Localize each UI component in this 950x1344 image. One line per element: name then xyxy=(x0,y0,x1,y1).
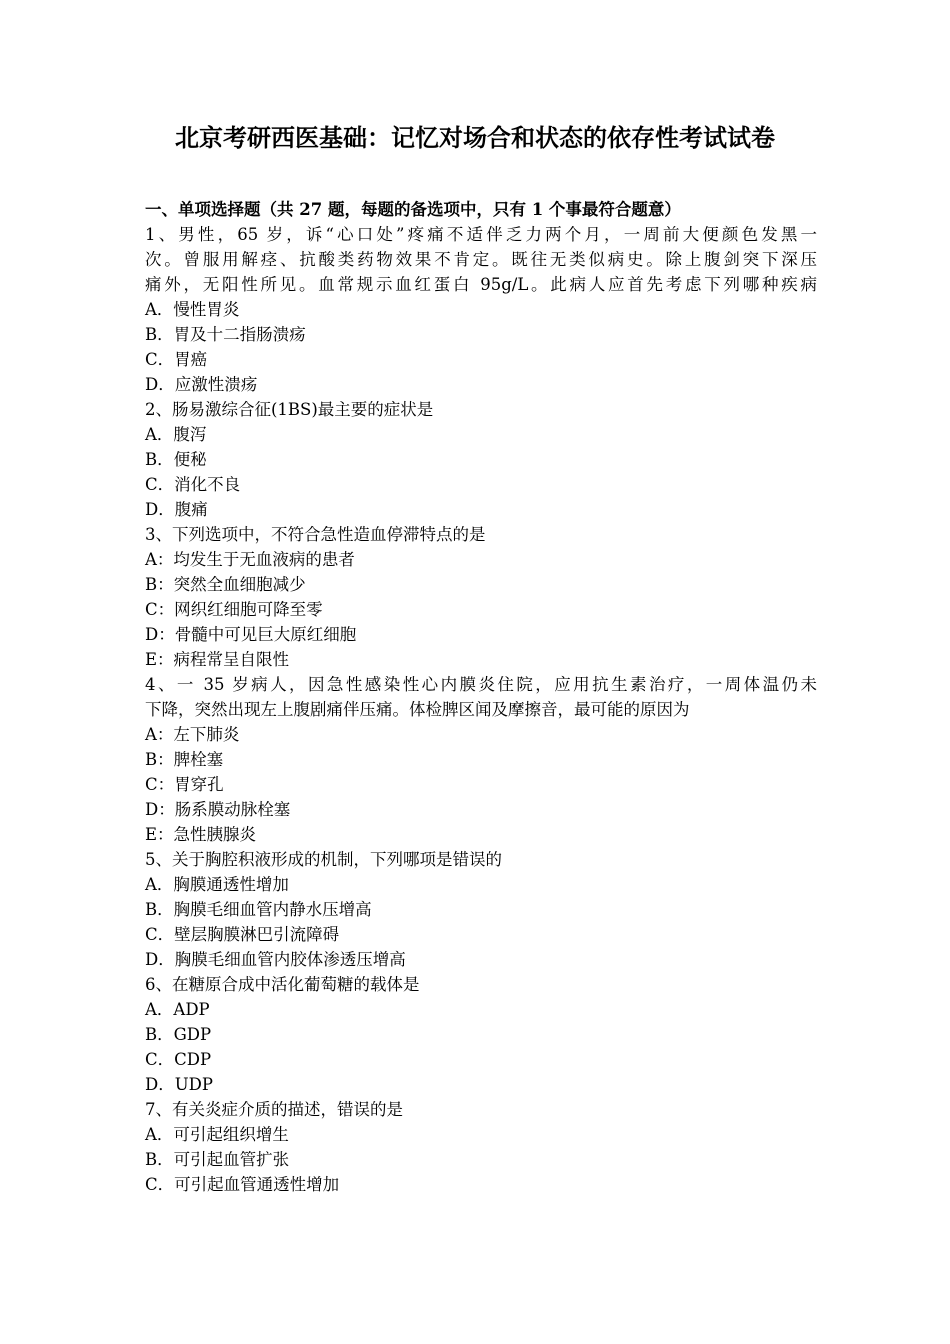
question-5-option-c: C．壁层胸膜淋巴引流障碍 xyxy=(145,925,340,944)
question-6-option-a: A．ADP xyxy=(145,1000,210,1019)
question-6-option-c: C．CDP xyxy=(145,1050,212,1069)
question-6-option-d: D．UDP xyxy=(145,1075,213,1094)
question-1-line-1: 1、男性，65 岁，诉“心口处”疼痛不适伴乏力两个月，一周前大便颜色发黑一 xyxy=(145,225,817,244)
question-7-option-c: C．可引起血管通透性增加 xyxy=(145,1175,340,1194)
question-2-stem: 2、肠易激综合征(1BS)最主要的症状是 xyxy=(145,400,434,419)
question-1-line-2: 次。曾服用解痉、抗酸类药物效果不肯定。既往无类似病史。除上腹剑突下深压 xyxy=(145,250,817,269)
question-3-stem: 3、下列选项中，不符合急性造血停滞特点的是 xyxy=(145,525,486,544)
question-4-option-b: B：脾栓塞 xyxy=(145,750,224,769)
question-1-option-a: A．慢性胃炎 xyxy=(145,300,240,319)
question-5-option-d: D．胸膜毛细血管内胶体渗透压增高 xyxy=(145,950,406,969)
question-4-option-d: D：肠系膜动脉栓塞 xyxy=(145,800,291,819)
document-body xyxy=(145,197,817,1197)
question-2-option-c: C．消化不良 xyxy=(145,475,241,494)
document-title: 北京考研西医基础：记忆对场合和状态的依存性考试试卷 xyxy=(175,123,775,152)
question-2-option-a: A．腹泻 xyxy=(145,425,207,444)
question-4-line-2: 下降，突然出现左上腹剧痛伴压痛。体检脾区闻及摩擦音，最可能的原因为 xyxy=(145,700,690,719)
question-1-option-b: B．胃及十二指肠溃疡 xyxy=(145,325,306,344)
question-4-line-1: 4、一 35 岁病人，因急性感染性心内膜炎住院，应用抗生素治疗，一周体温仍未 xyxy=(145,675,817,694)
question-1-line-3: 痛外，无阳性所见。血常规示血红蛋白 95g/L。此病人应首先考虑下列哪种疾病 xyxy=(145,275,817,294)
question-6-stem: 6、在糖原合成中活化葡萄糖的载体是 xyxy=(145,975,420,994)
question-3-option-d: D：骨髓中可见巨大原红细胞 xyxy=(145,625,357,644)
question-3-option-c: C：网织红细胞可降至零 xyxy=(145,600,323,619)
question-3-option-e: E：病程常呈自限性 xyxy=(145,650,290,669)
section-heading: 一、单项选择题（共 27 题，每题的备选项中，只有 1 个事最符合题意） xyxy=(145,200,681,219)
question-5-stem: 5、关于胸腔积液形成的机制，下列哪项是错误的 xyxy=(145,850,502,869)
question-4-option-e: E：急性胰腺炎 xyxy=(145,825,257,844)
question-7-option-b: B．可引起血管扩张 xyxy=(145,1150,290,1169)
question-6-option-b: B．GDP xyxy=(145,1025,212,1044)
question-5-option-b: B．胸膜毛细血管内静水压增高 xyxy=(145,900,372,919)
question-4-option-a: A：左下肺炎 xyxy=(145,725,240,744)
question-3-option-b: B：突然全血细胞减少 xyxy=(145,575,306,594)
question-4-option-c: C：胃穿孔 xyxy=(145,775,224,794)
question-5-option-a: A．胸膜通透性增加 xyxy=(145,875,289,894)
question-2-option-b: B．便秘 xyxy=(145,450,207,469)
question-1-option-d: D．应激性溃疡 xyxy=(145,375,258,394)
question-2-option-d: D．腹痛 xyxy=(145,500,208,519)
question-3-option-a: A：均发生于无血液病的患者 xyxy=(145,550,355,569)
question-1-option-c: C．胃癌 xyxy=(145,350,208,369)
question-7-option-a: A．可引起组织增生 xyxy=(145,1125,289,1144)
question-7-stem: 7、有关炎症介质的描述，错误的是 xyxy=(145,1100,403,1119)
